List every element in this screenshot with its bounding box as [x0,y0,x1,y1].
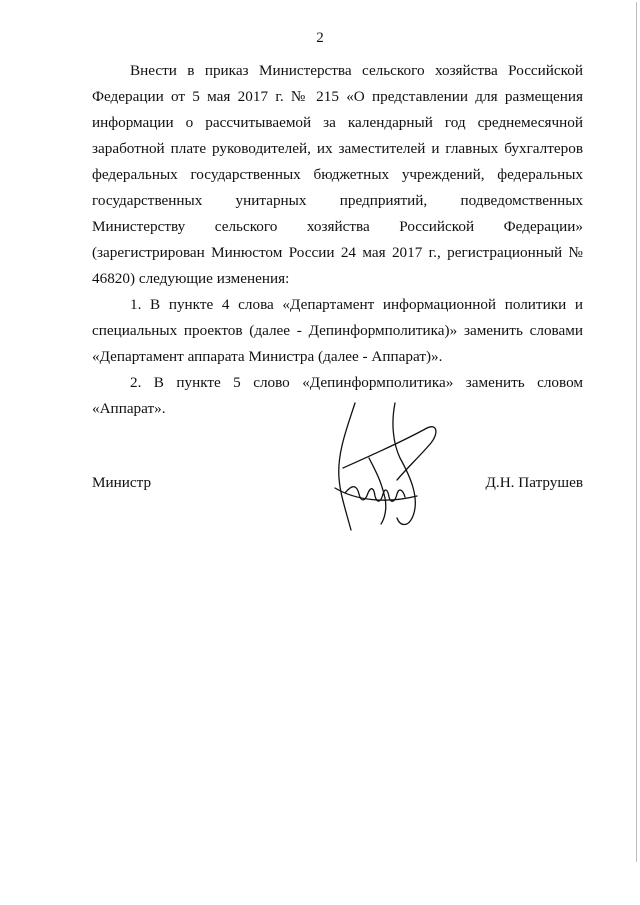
document-body [92,58,583,422]
amendment-item-1: 1. В пункте 4 слова «Департамент информационной политики и специальных проектов (далее - Депинформполитика)» заменить словами «Департамент аппарата Министра (далее - Аппарат)». [92,296,583,365]
signer-position: Министр [92,474,152,491]
page-number: 2 [316,30,324,46]
page-edge [636,2,637,862]
amendment-item-2: 2. В пункте 5 слово «Депинформполитика» заменить словом «Аппарат». [92,374,583,417]
handwritten-signature [325,398,445,538]
intro-paragraph: Внести в приказ Министерства сельского хозяйства Российской Федерации от 5 мая 2017 г. № 215 «О представлении для размещения информации о рассчитываемой за календарный год среднемесячной заработной плате руководителей, их заместителей и главных бухгалтеров федеральных государственных бюджетных учреждений, федеральных государственных унитарных предприятий, подведомственных Министерству сельского хозяйства Российской Федерации» (зарегистрирован Минюстом России 24 мая 2017 г., регистрационный № 46820) следующие изменения: [92,62,583,287]
signer-name: Д.Н. Патрушев [485,474,583,491]
